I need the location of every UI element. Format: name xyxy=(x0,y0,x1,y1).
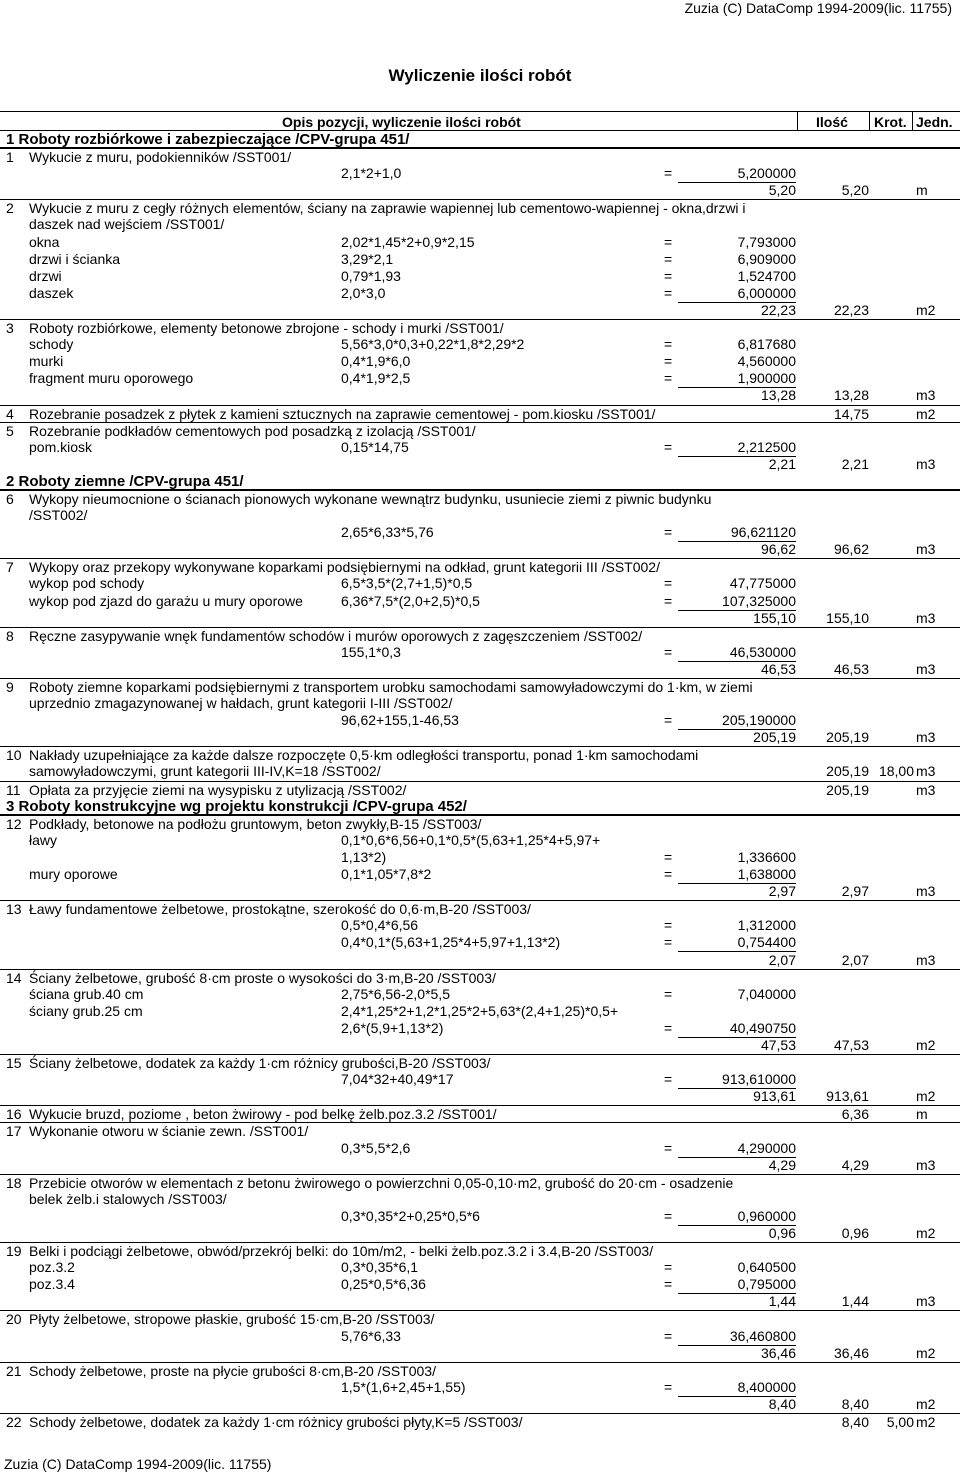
position-description: Rozebranie posadzek z płytek z kamieni sztucznych na zaprawie cementowej - pom.kiosku /SST001/ xyxy=(29,405,656,422)
calculation-row xyxy=(0,849,960,866)
calc-label: poz.3.4 xyxy=(29,1276,75,1293)
position-row xyxy=(0,405,960,422)
position-unit: m2 xyxy=(916,1088,936,1105)
position-quantity: 1,44 xyxy=(841,1293,869,1310)
calc-value: 96,621120 xyxy=(678,524,796,542)
position-description: Podkłady, betonowe na podłożu gruntowym, beton zwykły,B-15 /SST003/ xyxy=(29,815,482,832)
calculation-row xyxy=(0,644,960,661)
position-number: 16 xyxy=(6,1106,22,1123)
calc-value: 6,909000 xyxy=(737,250,796,267)
calc-formula: 0,4*1,9*2,5 xyxy=(341,370,411,387)
calc-formula: 2,4*1,25*2+1,2*1,25*2+5,63*(2,4+1,25)*0,5+ xyxy=(341,1002,619,1019)
sum-row xyxy=(0,387,960,404)
position-description: Wykucie z muru z cegły różnych elementów, ściany na zaprawie wapiennej lub cementowo-wapiennej - okna,drzwi i xyxy=(29,200,746,217)
calc-value: 1,312000 xyxy=(737,917,796,934)
position-description: Schody żelbetowe, dodatek za każdy 1·cm różnicy grubości płyty,K=5 /SST003/ xyxy=(29,1414,523,1431)
calc-label: daszek xyxy=(29,284,74,301)
sum-row xyxy=(0,541,960,558)
calc-label: mury oporowe xyxy=(29,866,118,883)
calc-formula: 0,3*0,35*6,1 xyxy=(341,1259,419,1276)
position-unit: m3 xyxy=(916,781,936,798)
sum-row xyxy=(0,1037,960,1054)
calc-value: 1,638000 xyxy=(678,866,796,884)
position-row xyxy=(0,1174,960,1191)
position-number: 14 xyxy=(6,969,22,986)
calculation-row xyxy=(0,1259,960,1276)
position-unit: m3 xyxy=(916,883,936,900)
calc-sum: 4,29 xyxy=(768,1156,796,1173)
position-description: uprzednio zmagazynowanej w hałdach, grunt kategorii I-III /SST002/ xyxy=(29,695,453,712)
calc-equals: = xyxy=(664,848,673,865)
calculation-row xyxy=(0,917,960,934)
position-description: Nakłady uzupełniające za każde dalsze rozpoczęte 0,5·km odległości transportu, ponad 1·km samochodami xyxy=(29,747,699,764)
calc-sum: 96,62 xyxy=(760,541,796,558)
calc-label: murki xyxy=(29,353,64,370)
position-unit: m3 xyxy=(916,729,936,746)
calc-value: 913,610000 xyxy=(678,1071,796,1089)
calc-equals: = xyxy=(664,233,673,250)
position-quantity: 205,19 xyxy=(826,729,869,746)
position-quantity: 4,29 xyxy=(841,1156,869,1173)
position-row xyxy=(0,1413,960,1430)
position-quantity: 6,36 xyxy=(841,1106,869,1123)
calc-value: 40,490750 xyxy=(678,1020,796,1038)
position-row xyxy=(0,422,960,439)
calc-label: ławy xyxy=(29,831,58,848)
calc-formula: 6,5*3,5*(2,7+1,5)*0,5 xyxy=(341,575,473,592)
position-description: belek żelb.i stalowych /SST003/ xyxy=(29,1190,227,1207)
position-row xyxy=(0,1054,960,1071)
col-header-krot: Krot. xyxy=(874,114,907,130)
calc-equals: = xyxy=(664,353,673,370)
position-description-continued xyxy=(0,216,960,233)
position-description-continued xyxy=(0,507,960,524)
position-unit: m3 xyxy=(916,609,936,626)
calculation-row xyxy=(0,1276,960,1293)
position-number: 1 xyxy=(6,149,14,166)
position-number: 8 xyxy=(6,627,14,644)
calc-sum: 2,97 xyxy=(768,883,796,900)
position-row xyxy=(0,781,960,798)
calc-equals: = xyxy=(664,1207,673,1224)
calculation-row xyxy=(0,832,960,849)
calc-sum: 47,53 xyxy=(760,1036,796,1053)
calc-formula: 5,76*6,33 xyxy=(341,1327,401,1344)
position-number: 20 xyxy=(6,1311,22,1328)
calc-equals: = xyxy=(664,370,673,387)
calc-equals: = xyxy=(664,985,673,1002)
position-description: Wykopy oraz przekopy wykonywane koparkami podsiębiernymi na odkład, grunt kategorii III /SST002/ xyxy=(29,559,660,576)
position-row xyxy=(0,746,960,763)
calc-label: ściany grub.25 cm xyxy=(29,1002,143,1019)
quantity-table xyxy=(0,131,960,1430)
calc-equals: = xyxy=(664,1276,673,1293)
page-title: Wyliczenie ilości robót xyxy=(388,66,572,85)
position-unit: m3 xyxy=(916,1156,936,1173)
position-description: Schody żelbetowe, proste na płycie grubości 8·cm,B-20 /SST003/ xyxy=(29,1362,436,1379)
position-quantity: 0,96 xyxy=(841,1225,869,1241)
calc-sum: 8,40 xyxy=(768,1395,796,1412)
calc-equals: = xyxy=(664,438,673,455)
sum-row xyxy=(0,182,960,199)
position-quantity: 8,40 xyxy=(841,1395,869,1412)
position-row xyxy=(0,969,960,986)
sum-row xyxy=(0,883,960,900)
calc-equals: = xyxy=(664,1259,673,1276)
position-description: Wykonanie otworu w ścianie zewn. /SST001/ xyxy=(29,1123,309,1140)
section-title: 1 Roboty rozbiórkowe i zabezpieczające /CPV-grupa 451/ xyxy=(6,131,410,148)
calculation-row xyxy=(0,575,960,592)
position-description: Belki i podciągi żelbetowe, obwód/przekrój belki: do 10m/m2, - belki żelb.poz.3.2 i 3.4,B-20 /SST003/ xyxy=(29,1243,654,1260)
position-description: Opłata za przyjęcie ziemi na wysypisku z utylizacją /SST002/ xyxy=(29,781,407,798)
position-row xyxy=(0,199,960,216)
calc-sum: 0,96 xyxy=(768,1225,796,1241)
section-header xyxy=(0,798,960,815)
position-number: 17 xyxy=(6,1123,22,1140)
sum-row xyxy=(0,1088,960,1105)
section-header xyxy=(0,473,960,490)
position-row xyxy=(0,678,960,695)
calculation-row xyxy=(0,524,960,541)
sum-row xyxy=(0,661,960,678)
calc-equals: = xyxy=(664,250,673,267)
position-description: Roboty rozbiórkowe, elementy betonowe zbrojone - schody i murki /SST001/ xyxy=(29,320,504,337)
calc-formula: 0,4*0,1*(5,63+1,25*4+5,97+1,13*2) xyxy=(341,934,561,951)
sum-row xyxy=(0,610,960,627)
calc-value: 8,400000 xyxy=(678,1379,796,1397)
sum-row xyxy=(0,1293,960,1310)
position-quantity: 2,97 xyxy=(841,883,869,900)
calculation-row xyxy=(0,593,960,610)
position-description: Ściany żelbetowe, dodatek za każdy 1·cm różnicy grubości,B-20 /SST003/ xyxy=(29,1055,491,1072)
position-row xyxy=(0,558,960,575)
calc-formula: 0,15*14,75 xyxy=(341,438,409,455)
calculation-row xyxy=(0,986,960,1003)
position-description: Ściany żelbetowe, grubość 8·cm proste o wysokości do 3·m,B-20 /SST003/ xyxy=(29,969,496,986)
section-title: 2 Roboty ziemne /CPV-grupa 451/ xyxy=(6,472,244,490)
calc-label: schody xyxy=(29,336,74,353)
calc-value: 5,200000 xyxy=(678,165,796,183)
calc-value: 205,190000 xyxy=(678,712,796,730)
position-description: daszek nad wejściem /SST001/ xyxy=(29,216,225,233)
position-unit: m2 xyxy=(916,1225,936,1241)
calculation-row xyxy=(0,370,960,387)
position-quantity: 13,28 xyxy=(833,387,869,404)
calc-formula: 0,25*0,5*6,36 xyxy=(341,1276,426,1293)
calc-equals: = xyxy=(664,917,673,934)
position-quantity: 205,19 xyxy=(826,763,869,780)
calc-formula: 2,02*1,45*2+0,9*2,15 xyxy=(341,233,475,250)
calc-formula: 3,29*2,1 xyxy=(341,250,394,267)
calc-equals: = xyxy=(664,524,673,541)
calc-label: okna xyxy=(29,233,60,250)
calculation-row xyxy=(0,439,960,456)
position-unit: m2 xyxy=(916,1395,936,1412)
sum-row xyxy=(0,729,960,746)
calc-sum: 5,20 xyxy=(768,182,796,199)
calc-value: 1,900000 xyxy=(678,370,796,388)
calc-label: drzwi i ścianka xyxy=(29,250,121,267)
calc-equals: = xyxy=(664,643,673,660)
position-description: Wykucie z muru, podokienników /SST001/ xyxy=(29,149,292,166)
calc-formula: 0,79*1,93 xyxy=(341,267,401,284)
position-number: 10 xyxy=(6,747,22,764)
position-quantity: 22,23 xyxy=(833,301,869,318)
calc-sum: 36,46 xyxy=(760,1344,796,1361)
calc-formula: 6,36*7,5*(2,0+2,5)*0,5 xyxy=(341,592,480,609)
calc-sum: 1,44 xyxy=(768,1293,796,1310)
sum-row xyxy=(0,302,960,319)
position-number: 19 xyxy=(6,1243,22,1260)
calculation-row xyxy=(0,1140,960,1157)
calculation-row xyxy=(0,712,960,729)
position-number: 4 xyxy=(6,405,14,422)
calc-formula: 0,3*5,5*2,6 xyxy=(341,1139,411,1156)
position-row xyxy=(0,1242,960,1259)
calc-formula: 0,3*0,35*2+0,25*0,5*6 xyxy=(341,1207,480,1224)
position-unit: m3 xyxy=(916,1293,936,1310)
position-description: Płyty żelbetowe, stropowe płaskie, grubość 15·cm,B-20 /SST003/ xyxy=(29,1311,435,1328)
calc-value: 7,040000 xyxy=(737,985,796,1002)
calculation-row xyxy=(0,934,960,951)
position-row xyxy=(0,1105,960,1122)
calc-equals: = xyxy=(664,165,673,182)
calculation-row xyxy=(0,1003,960,1020)
position-quantity: 96,62 xyxy=(833,541,869,558)
calc-equals: = xyxy=(664,712,673,729)
calc-value: 0,960000 xyxy=(678,1208,796,1226)
calc-equals: = xyxy=(664,336,673,353)
calculation-row xyxy=(0,336,960,353)
calculation-row xyxy=(0,1328,960,1345)
calc-sum: 913,61 xyxy=(753,1088,796,1105)
position-quantity: 14,75 xyxy=(833,405,869,422)
position-row xyxy=(0,319,960,336)
position-number: 9 xyxy=(6,679,14,695)
sum-row xyxy=(0,1225,960,1242)
position-row xyxy=(0,627,960,644)
col-header-jedn: Jedn. xyxy=(916,114,953,130)
position-description-continued xyxy=(0,1191,960,1208)
position-quantity: 913,61 xyxy=(826,1088,869,1105)
position-unit: m2 xyxy=(916,1414,936,1431)
calc-formula: 7,04*32+40,49*17 xyxy=(341,1071,454,1088)
calc-equals: = xyxy=(664,1327,673,1344)
calc-formula: 2,65*6,33*5,76 xyxy=(341,524,434,541)
position-quantity: 5,20 xyxy=(841,182,869,199)
position-number: 3 xyxy=(6,320,14,337)
position-description: /SST002/ xyxy=(29,507,88,524)
calc-formula: 5,56*3,0*0,3+0,22*1,8*2,29*2 xyxy=(341,336,525,353)
calc-formula: 0,4*1,9*6,0 xyxy=(341,353,411,370)
position-description: Wykucie bruzd, poziome , beton żwirowy - pod belkę żelb.poz.3.2 /SST001/ xyxy=(29,1106,497,1123)
calculation-row xyxy=(0,866,960,883)
position-number: 15 xyxy=(6,1055,22,1072)
position-unit: m3 xyxy=(916,455,936,472)
position-number: 5 xyxy=(6,422,14,439)
position-quantity: 2,07 xyxy=(841,951,869,968)
position-quantity: 155,10 xyxy=(826,609,869,626)
position-description: Ławy fundamentowe żelbetowe, prostokątne, szerokość do 0,6·m,B-20 /SST003/ xyxy=(29,901,531,918)
calc-formula: 0,1*0,6*6,56+0,1*0,5*(5,63+1,25*4+5,97+ xyxy=(341,831,601,848)
section-title: 3 Roboty konstrukcyjne wg projektu konstrukcji /CPV-grupa 452/ xyxy=(6,797,467,815)
calc-equals: = xyxy=(664,934,673,951)
calc-label: drzwi xyxy=(29,267,62,284)
sum-row xyxy=(0,1157,960,1174)
calc-formula: 2,1*2+1,0 xyxy=(341,165,402,182)
col-header-ilosc: Ilość xyxy=(816,114,848,130)
calc-value: 0,795000 xyxy=(678,1276,796,1294)
sum-row xyxy=(0,952,960,969)
position-quantity: 47,53 xyxy=(833,1036,869,1053)
position-quantity: 46,53 xyxy=(833,660,869,677)
position-description-continued xyxy=(0,763,960,780)
header-copyright: Zuzia (C) DataComp 1994-2009(lic. 11755) xyxy=(684,0,952,16)
calc-sum: 22,23 xyxy=(760,301,796,318)
calculation-row xyxy=(0,1071,960,1088)
position-quantity: 36,46 xyxy=(833,1344,869,1361)
position-unit: m2 xyxy=(916,1036,936,1053)
position-quantity: 2,21 xyxy=(841,455,869,472)
position-unit: m2 xyxy=(916,1344,936,1361)
calc-value: 4,560000 xyxy=(737,353,796,370)
position-unit: m3 xyxy=(916,951,936,968)
calc-value: 2,212500 xyxy=(678,439,796,457)
position-description: Przebicie otworów w elementach z betonu żwirowego o powierzchni 0,05-0,10·m2, grubość do 20·cm - osadzenie xyxy=(29,1174,734,1191)
calc-formula: 1,5*(1,6+2,45+1,55) xyxy=(341,1378,466,1395)
position-multiplier: 5,00 xyxy=(886,1414,914,1431)
calc-equals: = xyxy=(664,1019,673,1036)
position-unit: m xyxy=(916,182,928,199)
calc-formula: 0,1*1,05*7,8*2 xyxy=(341,866,432,883)
calc-formula: 0,5*0,4*6,56 xyxy=(341,917,419,934)
calc-formula: 155,1*0,3 xyxy=(341,643,401,660)
position-unit: m3 xyxy=(916,387,936,404)
position-row xyxy=(0,815,960,832)
calc-equals: = xyxy=(664,267,673,284)
position-description: Wykopy nieumocnione o ścianach pionowych wykonane wewnątrz budynku, usuniecie ziemi z piwnic budynku xyxy=(29,490,712,507)
calc-value: 0,640500 xyxy=(737,1259,796,1276)
calc-equals: = xyxy=(664,284,673,301)
sum-row xyxy=(0,1345,960,1362)
position-unit: m3 xyxy=(916,660,936,677)
position-number: 11 xyxy=(6,781,21,798)
position-unit: m2 xyxy=(916,405,936,422)
calculation-row xyxy=(0,1379,960,1396)
section-header xyxy=(0,131,960,148)
position-unit: m2 xyxy=(916,301,936,318)
calculation-row xyxy=(0,268,960,285)
position-quantity: 8,40 xyxy=(841,1414,869,1431)
calc-sum: 2,21 xyxy=(768,455,796,472)
calc-equals: = xyxy=(664,1378,673,1395)
calculation-row xyxy=(0,251,960,268)
calc-equals: = xyxy=(664,1071,673,1088)
position-row xyxy=(0,490,960,507)
position-number: 12 xyxy=(6,815,22,832)
position-number: 18 xyxy=(6,1174,22,1191)
calculation-row xyxy=(0,165,960,182)
table-header xyxy=(0,111,960,131)
calculation-row xyxy=(0,353,960,370)
calc-value: 4,290000 xyxy=(678,1140,796,1158)
calc-value: 1,524700 xyxy=(737,267,796,284)
position-quantity: 205,19 xyxy=(826,781,869,798)
calc-formula: 96,62+155,1-46,53 xyxy=(341,712,459,729)
calc-sum: 205,19 xyxy=(753,729,796,746)
position-row xyxy=(0,900,960,917)
position-unit: m xyxy=(916,1106,928,1123)
calc-label: pom.kiosk xyxy=(29,438,93,455)
calc-label: wykop pod schody xyxy=(29,575,145,592)
position-number: 22 xyxy=(6,1414,22,1431)
position-number: 21 xyxy=(6,1362,22,1379)
position-description: Rozebranie podkładów cementowych pod posadzką z izolacją /SST001/ xyxy=(29,422,476,439)
position-row xyxy=(0,1122,960,1139)
calc-label: poz.3.2 xyxy=(29,1259,75,1276)
calc-value: 0,754400 xyxy=(678,934,796,952)
calc-value: 46,530000 xyxy=(678,644,796,662)
sum-row xyxy=(0,456,960,473)
calculation-row xyxy=(0,285,960,302)
calc-label: wykop pod zjazd do garażu u mury oporowe xyxy=(29,592,303,609)
position-description-continued xyxy=(0,695,960,712)
position-row xyxy=(0,1362,960,1379)
position-row xyxy=(0,1310,960,1327)
calc-value: 7,793000 xyxy=(737,233,796,250)
calc-value: 1,336600 xyxy=(737,848,796,865)
calculation-row xyxy=(0,1208,960,1225)
calc-equals: = xyxy=(664,1139,673,1156)
calc-formula: 1,13*2) xyxy=(341,848,387,865)
position-unit: m3 xyxy=(916,541,936,558)
calc-equals: = xyxy=(664,592,673,609)
position-description: samowyładowczymi, grunt kategorii III-IV,K=18 /SST002/ xyxy=(29,763,381,780)
calculation-row xyxy=(0,234,960,251)
footer-copyright: Zuzia (C) DataComp 1994-2009(lic. 11755) xyxy=(4,1456,272,1472)
calc-value: 6,000000 xyxy=(678,285,796,303)
calc-value: 47,775000 xyxy=(729,575,796,592)
position-number: 7 xyxy=(6,559,14,576)
calc-equals: = xyxy=(664,575,673,592)
calc-equals: = xyxy=(664,866,673,883)
position-number: 13 xyxy=(6,901,22,918)
calc-value: 36,460800 xyxy=(678,1328,796,1346)
position-multiplier: 18,00 xyxy=(878,763,914,780)
position-description: Ręczne zasypywanie wnęk fundamentów schodów i murów oporowych z zagęszczeniem /SST002/ xyxy=(29,627,643,644)
calc-sum: 13,28 xyxy=(760,387,796,404)
calc-label: fragment muru oporowego xyxy=(29,370,194,387)
calc-label: ściana grub.40 cm xyxy=(29,985,144,1002)
position-description: Roboty ziemne koparkami podsiębiernymi z transportem urobku samochodami samowyładowczymi do 1·km, w ziemi xyxy=(29,679,753,695)
calc-formula: 2,6*(5,9+1,13*2) xyxy=(341,1019,444,1036)
position-row xyxy=(0,148,960,165)
position-number: 6 xyxy=(6,490,14,507)
calc-value: 107,325000 xyxy=(678,593,796,611)
calc-sum: 155,10 xyxy=(753,609,796,626)
calc-sum: 46,53 xyxy=(760,660,796,677)
calc-value: 6,817680 xyxy=(737,336,796,353)
position-unit: m3 xyxy=(916,763,936,780)
calc-sum: 2,07 xyxy=(768,951,796,968)
calc-formula: 2,75*6,56-2,0*5,5 xyxy=(341,985,450,1002)
calc-formula: 2,0*3,0 xyxy=(341,284,386,301)
calculation-row xyxy=(0,1020,960,1037)
col-header-opis: Opis pozycji, wyliczenie ilości robót xyxy=(282,114,521,130)
sum-row xyxy=(0,1396,960,1413)
position-number: 2 xyxy=(6,200,14,217)
